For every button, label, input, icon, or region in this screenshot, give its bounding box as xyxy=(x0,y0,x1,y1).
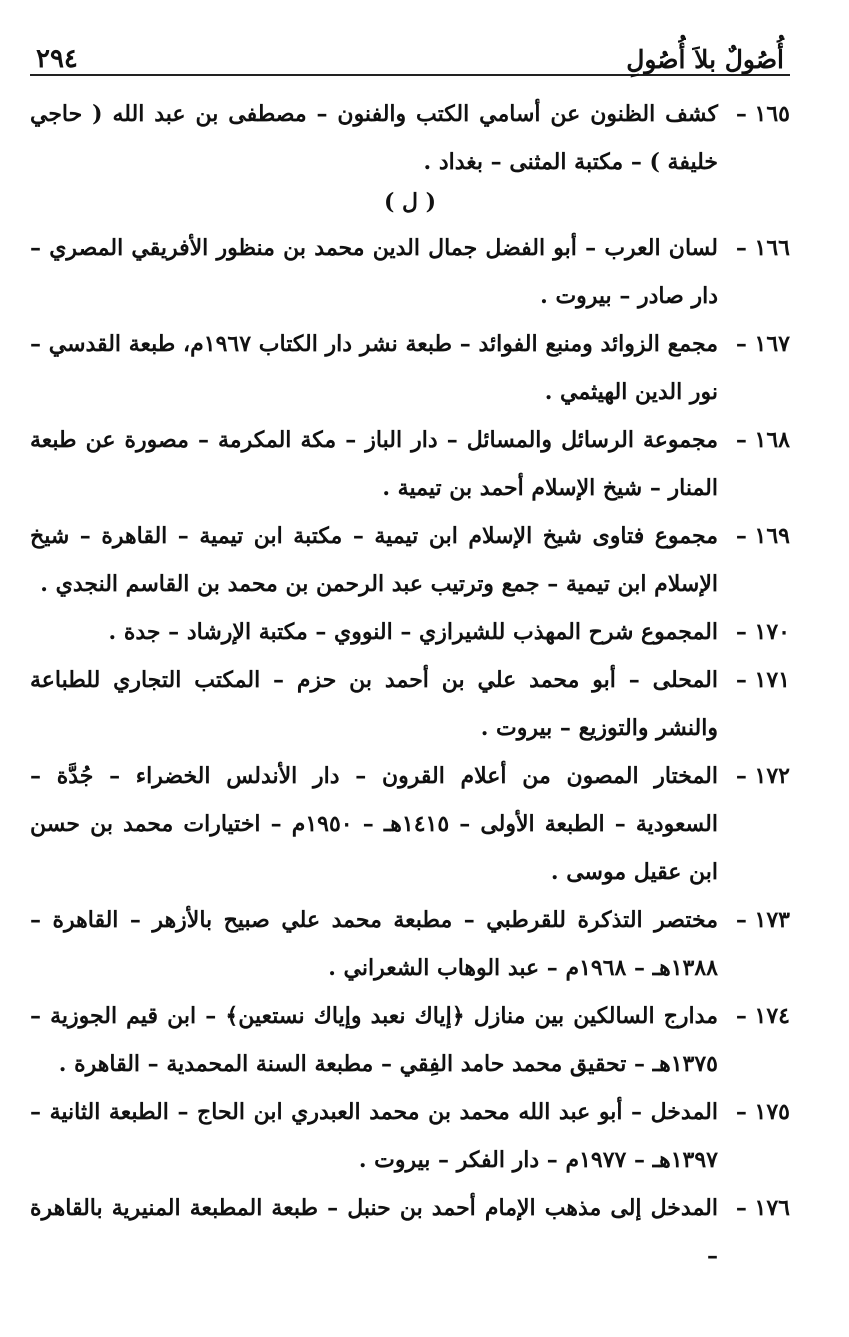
entry-text: مختصر التذكرة للقرطبي – مطبعة محمد علي صبيح بالأزهر – القاهرة – ١٣٨٨هـ – ١٩٦٨م – عبد الوهاب الشعراني . xyxy=(30,907,718,981)
entry-number: ١٧٢ – xyxy=(735,763,790,789)
bibliography-entry xyxy=(30,752,790,896)
running-title: أُصُولٌ بلاَ أُصُولِ xyxy=(626,45,784,74)
bibliography-entry xyxy=(30,1088,790,1184)
bibliography-entry xyxy=(30,1184,790,1280)
section-letter: ( ل ) xyxy=(383,189,437,215)
entry-text: المدخل – أبو عبد الله محمد بن محمد العبدري ابن الحاج – الطبعة الثانية – ١٣٩٧هـ – ١٩٧٧م – دار الفكر – بيروت . xyxy=(30,1099,718,1173)
bibliography-entry xyxy=(30,224,790,320)
bibliography-entry xyxy=(30,512,790,608)
bibliography-entry xyxy=(30,90,790,186)
bibliography-entry xyxy=(30,416,790,512)
entry-number: ١٧٥ – xyxy=(735,1099,790,1125)
entry-number: ١٦٦ – xyxy=(735,235,790,261)
entry-text: كشف الظنون عن أسامي الكتب والفنون – مصطفى بن عبد الله ( حاجي خليفة ) – مكتبة المثنى – بغداد . xyxy=(30,101,718,175)
entry-number: ١٦٧ – xyxy=(735,331,790,357)
entry-number: ١٧١ – xyxy=(735,667,790,693)
entry-text: المدخل إلى مذهب الإمام أحمد بن حنبل – طبعة المطبعة المنيرية بالقاهرة – xyxy=(30,1195,718,1269)
entry-number: ١٧٠ – xyxy=(735,619,790,645)
entry-number: ١٧٤ – xyxy=(735,1003,790,1029)
entry-text: مجمع الزوائد ومنبع الفوائد – طبعة نشر دار الكتاب ١٩٦٧م، طبعة القدسي – نور الدين الهيثمي . xyxy=(30,331,718,405)
entry-number: ١٦٥ – xyxy=(735,101,790,127)
page-number: ٢٩٤ xyxy=(36,44,78,74)
bibliography-entry xyxy=(30,608,790,656)
entry-text: مجموعة الرسائل والمسائل – دار الباز – مكة المكرمة – مصورة عن طبعة المنار – شيخ الإسلام أحمد بن تيمية . xyxy=(30,427,718,501)
page-header xyxy=(30,22,790,76)
entry-text: مدارج السالكين بين منازل ﴿إياك نعبد وإياك نستعين﴾ – ابن قيم الجوزية – ١٣٧٥هـ – تحقيق محمد حامد الفِقي – مطبعة السنة المحمدية – القاهرة . xyxy=(30,1003,718,1077)
entry-text: لسان العرب – أبو الفضل جمال الدين محمد بن منظور الأفريقي المصري – دار صادر – بيروت . xyxy=(30,235,718,309)
bibliography-entry xyxy=(30,896,790,992)
entry-number: ١٦٨ – xyxy=(735,427,790,453)
entry-number: ١٦٩ – xyxy=(735,523,790,549)
entry-number: ١٧٣ – xyxy=(735,907,790,933)
book-page xyxy=(30,22,790,1280)
entry-text: المختار المصون من أعلام القرون – دار الأندلس الخضراء – جُدَّة – السعودية – الطبعة الأولى – ١٤١٥هـ – ١٩٥٠م – اختيارات محمد بن حسن ابن عقيل موسى . xyxy=(30,763,718,885)
entry-text: مجموع فتاوى شيخ الإسلام ابن تيمية – مكتبة ابن تيمية – القاهرة – شيخ الإسلام ابن تيمية – جمع وترتيب عبد الرحمن بن محمد بن القاسم النجدي . xyxy=(30,523,718,597)
bibliography-entry xyxy=(30,320,790,416)
bibliography-entry xyxy=(30,992,790,1088)
entry-text: المجموع شرح المهذب للشيرازي – النووي – مكتبة الإرشاد – جدة . xyxy=(108,619,718,645)
bibliography-list xyxy=(30,90,790,1280)
bibliography-entry xyxy=(30,656,790,752)
entry-text: المحلى – أبو محمد علي بن أحمد بن حزم – المكتب التجاري للطباعة والنشر والتوزيع – بيروت . xyxy=(30,667,718,741)
entry-number: ١٧٦ – xyxy=(735,1195,790,1221)
